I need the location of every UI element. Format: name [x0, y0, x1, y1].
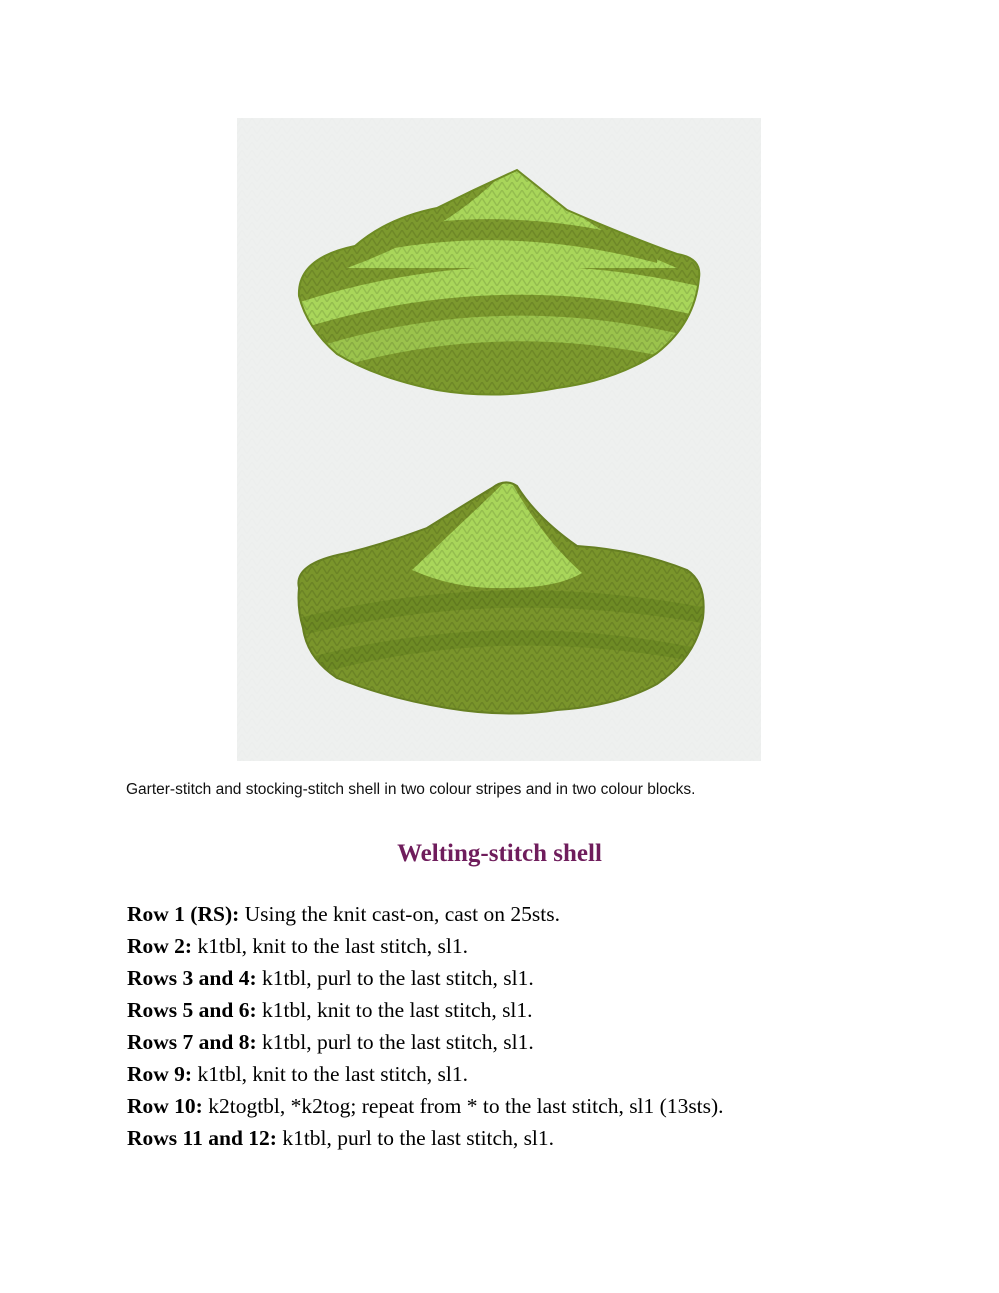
row-label: Row 9: [127, 1062, 193, 1086]
instruction-row [127, 898, 724, 930]
row-label: Row 10: [127, 1094, 203, 1118]
instructions-list [127, 898, 724, 1154]
knitted-shells-illustration [237, 118, 761, 761]
row-label: Rows 3 and 4: [127, 966, 257, 990]
row-text: k2togtbl, *k2tog; repeat from * to the last stitch, sl1 (13sts). [202, 1094, 724, 1118]
row-text: k1tbl, knit to the last stitch, sl1. [192, 934, 469, 958]
instruction-row [127, 994, 724, 1026]
instruction-row [127, 962, 724, 994]
section-title: Welting-stitch shell [397, 840, 602, 867]
row-text: k1tbl, purl to the last stitch, sl1. [256, 966, 534, 990]
row-text: Using the knit cast-on, cast on 25sts. [239, 902, 560, 926]
row-text: k1tbl, knit to the last stitch, sl1. [192, 1062, 469, 1086]
row-label: Row 1 (RS): [127, 902, 240, 926]
instruction-row [127, 1026, 724, 1058]
instruction-row [127, 1090, 724, 1122]
row-label: Row 2: [127, 934, 193, 958]
knitted-shells-photo [237, 118, 761, 761]
instruction-row [127, 1122, 724, 1154]
row-text: k1tbl, purl to the last stitch, sl1. [256, 1030, 534, 1054]
row-label: Rows 11 and 12: [127, 1126, 277, 1150]
row-label: Rows 7 and 8: [127, 1030, 257, 1054]
instruction-row [127, 930, 724, 962]
row-text: k1tbl, purl to the last stitch, sl1. [276, 1126, 555, 1150]
instruction-row [127, 1058, 724, 1090]
row-text: k1tbl, knit to the last stitch, sl1. [256, 998, 533, 1022]
row-label: Rows 5 and 6: [127, 998, 257, 1022]
figure-caption: Garter-stitch and stocking-stitch shell in two colour stripes and in two colour blocks. [126, 781, 696, 798]
